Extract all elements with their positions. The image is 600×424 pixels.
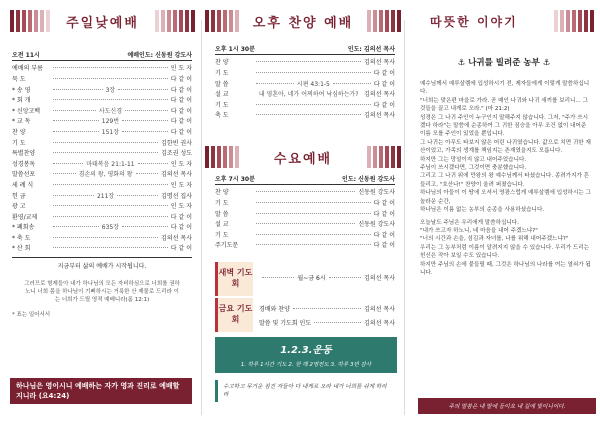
order-label: 기 도 — [215, 69, 229, 77]
leader-dots — [53, 195, 94, 196]
friday-line-1-right: 김의선 목사 — [364, 305, 395, 313]
order-row — [12, 137, 192, 148]
wednesday-order-list — [215, 174, 395, 250]
order-label: 주기도문 — [215, 242, 239, 250]
order-row — [215, 208, 395, 219]
story-paragraph: "너희는 맞은편 마을로 가라. 곧 매인 나귀와 나귀 새끼를 보리니... 그것들을 끌고 내게로 오라." (마 21:2) — [420, 97, 588, 113]
order-person: 김조권 성도 — [161, 150, 192, 158]
order-person: 인 도 자 — [170, 65, 192, 73]
leader-dots — [256, 61, 361, 62]
leader-dots — [53, 110, 96, 111]
order-detail: 내 영혼아, 네가 어찌하여 낙심하는가? — [258, 91, 359, 99]
order-person: 김의선 목사 — [364, 91, 395, 99]
story-heading — [414, 56, 594, 68]
order-row — [215, 110, 395, 121]
leader-dots — [256, 223, 355, 224]
leader-dots — [122, 226, 168, 227]
leader-dots — [256, 191, 355, 192]
leader-dots — [122, 120, 168, 121]
order-person: 인 도 자 — [170, 181, 192, 189]
story-paragraph: 오늘날도 주님은 우리에게 말씀하십니다. — [420, 219, 519, 226]
dawn-prayer-row — [259, 272, 395, 283]
order-row — [215, 218, 395, 229]
order-detail: 사도신경 — [98, 107, 122, 115]
order-person: 김의선 목사 — [161, 171, 193, 179]
leader-dots — [333, 83, 371, 84]
sunday-worship-banner — [10, 10, 195, 32]
story-paragraph: 하나님은 이름 없는 농부의 순종을 사용하셨습니다. — [420, 207, 545, 214]
order-detail: 635장 — [101, 224, 120, 232]
order-row — [12, 211, 192, 222]
order-person: 김명선 집사 — [161, 192, 193, 200]
leader-dots — [122, 131, 168, 132]
order-row — [215, 67, 395, 78]
order-person: 다 같 이 — [373, 231, 395, 239]
dawn-prayer-tag: 새벽 기도회 — [215, 262, 253, 296]
movement-box — [215, 337, 397, 373]
order-label: 찬 양 — [215, 189, 229, 197]
lamp-icon: ⚓ — [542, 58, 551, 68]
leader-dots — [125, 110, 168, 111]
warm-story-title: 따뜻한 이야기 — [424, 13, 524, 30]
leader-dots — [53, 205, 168, 206]
order-label: 설 교 — [215, 221, 229, 229]
order-label: * 신앙고백 — [12, 107, 41, 115]
order-row — [12, 116, 192, 127]
leader-dots — [53, 131, 99, 132]
order-detail: 겸손의 왕, 평화의 왕 — [78, 171, 133, 179]
afternoon-header-row — [215, 44, 395, 55]
order-label: 헌 금 — [12, 192, 26, 200]
order-person: 다 같 이 — [170, 107, 193, 115]
leader-dots — [53, 237, 158, 238]
closing-text: 지금부터 삶의 예배가 시작됩니다. — [12, 257, 192, 270]
banner-stripes-right — [367, 10, 401, 32]
story-paragraph: "너의 시간과 손을, 섬김과 자녀를, 나를 위해 내어주겠느냐?" — [420, 236, 569, 243]
afternoon-worship-title: 오후 찬양 예배 — [247, 12, 359, 31]
order-label: 기 도 — [12, 139, 26, 147]
leader-dots — [256, 104, 371, 105]
order-row — [12, 147, 192, 158]
banner-stripes-right — [554, 10, 594, 32]
order-person: 신동원 강도사 — [358, 189, 395, 197]
order-label: 말씀선포 — [12, 171, 36, 179]
afternoon-worship-banner — [205, 10, 401, 32]
order-label: * 교 독 — [12, 118, 31, 126]
order-person: 김의선 목사 — [161, 234, 192, 242]
sunday-worship-title: 주일낮예배 — [60, 12, 145, 31]
order-label: 축 도 — [215, 112, 229, 120]
order-row — [12, 73, 192, 84]
order-label: * 회 개 — [12, 97, 31, 105]
order-detail: 마태복음 21:1-11 — [86, 160, 135, 168]
story-paragraph: 그리고 그 나귀 위에 만왕의 왕 예수님께서 타셨습니다. 종려가지가 흔들리고, "호산나!" 찬양이 울려 퍼졌습니다. — [420, 173, 590, 188]
wednesday-worship-banner — [205, 146, 401, 168]
order-label: 기 도 — [215, 101, 229, 109]
order-person: 김의선 목사 — [364, 59, 395, 67]
order-detail: 129번 — [101, 118, 120, 126]
leader-dots — [53, 120, 99, 121]
sunday-header-row — [12, 50, 192, 61]
column-divider — [404, 20, 405, 415]
leader-dots — [53, 173, 76, 174]
sunday-leader: 예배인도: 신동원 강도사 — [127, 52, 192, 60]
order-person: 다 같 이 — [170, 128, 193, 136]
order-person: 다 같 이 — [170, 97, 192, 105]
order-person: 인 도 자 — [170, 160, 193, 168]
order-row — [12, 158, 192, 169]
wednesday-header-row — [215, 174, 395, 185]
leader-dots — [53, 184, 168, 185]
order-row — [12, 105, 192, 116]
leader-dots — [256, 83, 294, 84]
order-row — [215, 187, 395, 198]
order-person: 다 같 이 — [170, 245, 192, 253]
column-divider — [201, 20, 202, 415]
order-detail: 시편 43:1-5 — [296, 80, 330, 88]
order-person: 다 같 이 — [373, 199, 395, 207]
banner-stripes-left — [10, 10, 50, 32]
order-label: 특별찬양 — [12, 150, 36, 158]
banner-stripes-right — [367, 146, 401, 168]
sunday-order-list — [12, 50, 192, 318]
order-row — [215, 88, 395, 99]
order-detail: 151장 — [101, 128, 120, 136]
order-person: 다 같 이 — [170, 118, 193, 126]
leader-dots — [53, 99, 168, 100]
story-paragraph: 하나님의 아들이 이 땅에 오셔서 영광스럽게 예루살렘에 입성하시는 그 놀라운 순간, — [420, 190, 591, 205]
order-person: 다 같 이 — [373, 80, 396, 88]
order-person: 다 같 이 — [170, 75, 192, 83]
banner-stripes-left — [205, 146, 239, 168]
friday-prayer-rows — [259, 303, 395, 328]
leader-dots — [256, 72, 371, 73]
order-row — [12, 169, 192, 180]
leader-dots — [53, 226, 99, 227]
order-label: 설 교 — [215, 91, 229, 99]
order-label: * 송 영 — [12, 86, 31, 94]
order-person: 김의선 목사 — [364, 112, 395, 120]
afternoon-time: 오후 1시 30분 — [215, 46, 255, 54]
order-label: 찬 양 — [12, 128, 26, 136]
story-paragraph: "내가 쓰고자 하노니, 네 마음을 내어 주겠느냐?" — [420, 227, 538, 234]
afternoon-order-list — [215, 44, 395, 120]
order-row — [12, 190, 192, 201]
order-row — [215, 99, 395, 110]
order-label: 찬 양 — [215, 59, 229, 67]
story-title: 나귀를 빌려준 농부 — [468, 58, 540, 68]
leader-dots — [53, 142, 158, 143]
friday-line-1-left: 경배와 찬양 — [259, 305, 290, 313]
order-person: 다 같 이 — [170, 213, 192, 221]
leader-dots — [256, 202, 371, 203]
order-person: 인 도 자 — [170, 203, 192, 211]
order-person: 김한빈 권사 — [161, 139, 192, 147]
order-label: 기 도 — [215, 231, 229, 239]
movement-title: 1.2.3.운동 — [280, 345, 332, 356]
friday-line-1 — [259, 303, 395, 314]
leader-dots — [53, 78, 168, 79]
leader-dots — [53, 67, 168, 68]
order-row — [12, 63, 192, 74]
order-row — [12, 179, 192, 190]
movement-text: 1. 하루 1시간 기도 2. 한 해 2명전도 3. 하루 3번 감사 — [240, 362, 372, 368]
leader-dots — [136, 173, 159, 174]
story-paragraph: 주님이 쓰시겠다면, 그것이면 충분했습니다. — [420, 165, 527, 172]
order-label: * 축 도 — [12, 234, 31, 242]
order-label: 말 씀 — [215, 210, 229, 218]
dawn-prayer-leader: 김의선 목사 — [364, 274, 395, 282]
order-row — [215, 229, 395, 240]
lamp-icon: ⚓ — [457, 58, 466, 68]
order-label: 예배의 부름 — [12, 65, 43, 73]
order-detail: 3장 — [105, 86, 116, 94]
story-paragraph: 성경은 그 나귀 주인이 누구인지 말해주지 않습니다. 그저, "주가 쓰시겠다 하라"는 말씀에 순종하여 그 귀한 짐승을 아무 조건 없이 내어준 이름 모를 주인이 있었을 뿐입니다. — [420, 114, 589, 138]
order-person: 다 같 이 — [373, 101, 395, 109]
dawn-prayer-time: 월~금 6시 — [297, 274, 326, 282]
order-person: 신동원 강도사 — [358, 221, 395, 229]
order-label: * 폐회송 — [12, 224, 35, 232]
order-person: 다 같 이 — [170, 86, 193, 94]
order-label: 묵 도 — [12, 75, 26, 83]
romans-quote: 그러므로 형제들아 내가 하나님의 모든 자비하심으로 너희를 권하노니 너희 몸을 하나님이 기뻐하시는 거룩한 산 제물로 드리라 이는 너희가 드릴 영적 예배니라(롬 12:1) — [24, 281, 180, 304]
leader-dots — [53, 163, 83, 164]
standing-note: * 표는 일어서서 — [12, 312, 51, 319]
order-label: 기 도 — [215, 199, 229, 207]
leader-dots — [256, 213, 371, 214]
wednesday-time: 오후 7시 30분 — [215, 176, 255, 184]
order-row — [215, 78, 395, 89]
friday-prayer-tag: 금요 기도회 — [215, 298, 253, 332]
warm-story-banner — [414, 10, 594, 32]
story-paragraph: 하지만 그는 망설이지 않고 내어주었습니다. — [420, 156, 527, 163]
leader-dots — [53, 247, 168, 248]
order-label: 세 례 식 — [12, 181, 34, 189]
order-label: 환영/교제 — [12, 213, 38, 221]
order-person: 다 같 이 — [373, 69, 395, 77]
order-row — [12, 94, 192, 105]
order-row — [12, 222, 192, 233]
story-paragraph: 우리는 그 농부처럼 이름이 알려지지 않을 수 있습니다. 우리가 드리는 헌신은 작아 보일 수도 있습니다. — [420, 244, 590, 260]
order-row — [12, 243, 192, 254]
dawn-prayer-line — [259, 272, 395, 283]
john-verse-box: 하나님은 영이시니 예배하는 자가 영과 진리로 예배할지니라 (요4:24) — [10, 378, 192, 404]
afternoon-leader: 인도: 김의선 목사 — [347, 46, 395, 54]
story-paragraph: 예수님께서 예루살렘에 입성하시기 전, 제자들에게 이렇게 말씀하십니다. — [420, 81, 590, 96]
order-row — [12, 232, 192, 243]
wednesday-leader: 인도: 신동원 강도사 — [342, 176, 395, 184]
order-person: 다 같 이 — [373, 210, 395, 218]
wednesday-worship-title: 수요예배 — [268, 148, 338, 167]
order-detail: 211장 — [96, 192, 115, 200]
sunday-time: 오전 11시 — [12, 52, 40, 60]
story-body — [420, 80, 592, 277]
friday-line-2-right: 김의선 목사 — [364, 320, 395, 328]
order-label: 말 씀 — [215, 80, 229, 88]
matthew-quote: 수고하고 무거운 짐진 자들아 다 내게로 오라 내가 너희를 쉬게 하리라 — [215, 380, 397, 402]
banner-stripes-right — [155, 10, 195, 32]
leader-dots — [53, 152, 158, 153]
order-label: 광 고 — [12, 203, 26, 211]
order-person: 다 같 이 — [170, 224, 193, 232]
order-person: 다 같 이 — [373, 242, 395, 250]
order-label: * 산 회 — [12, 245, 31, 253]
friday-line-2-left: 말씀 및 기도회 인도 — [259, 320, 312, 328]
leader-dots — [53, 216, 168, 217]
leader-dots — [117, 195, 158, 196]
order-row — [12, 126, 192, 137]
leader-dots — [256, 114, 361, 115]
story-paragraph: 하지만 주님의 손에 붙들릴 때, 그것은 하나님의 나라를 여는 열쇠가 됩니다. — [420, 261, 591, 276]
order-row — [215, 197, 395, 208]
order-row — [215, 57, 395, 68]
order-row — [12, 200, 192, 211]
order-row — [12, 84, 192, 95]
story-paragraph: 그 나귀는 아무도 타보지 않은 어린 나귀였습니다. 값으로 치면 귀한 재산이었고, 가족의 생계를 책임지는 존재였을지도 모릅니다. — [420, 139, 591, 155]
friday-line-2 — [259, 318, 395, 329]
leader-dots — [256, 234, 371, 235]
leader-dots — [118, 89, 168, 90]
psalm-footer: 주의 말씀은 내 발에 등이요 내 길에 빛이니이다. — [418, 398, 596, 414]
order-label: 성경봉독 — [12, 160, 36, 168]
leader-dots — [138, 163, 168, 164]
order-row — [215, 240, 395, 251]
banner-stripes-left — [205, 10, 239, 32]
leader-dots — [53, 89, 103, 90]
leader-dots — [256, 244, 371, 245]
